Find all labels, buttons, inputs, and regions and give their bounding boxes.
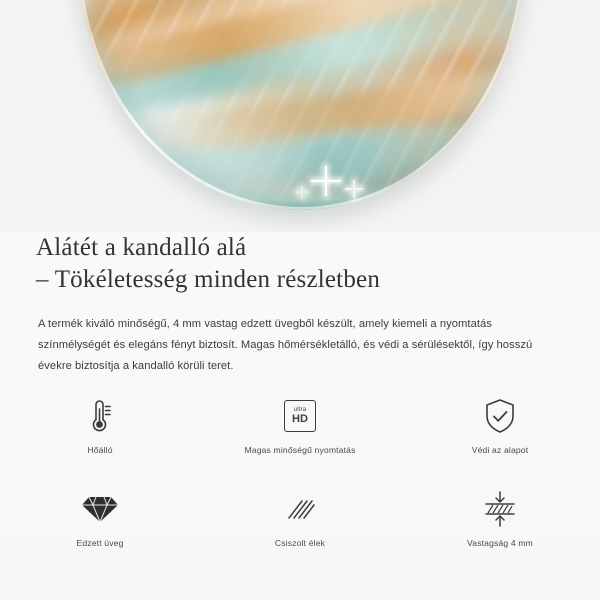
thermometer-icon [83, 395, 117, 437]
text-content [0, 232, 600, 377]
glass-plate-image [78, 0, 524, 210]
polished-edges-icon [283, 488, 317, 530]
headline-line-2: – Tökéletesség minden részletben [36, 266, 381, 293]
description-paragraph: A termék kiváló minőségű, 4 mm vastag edzett üvegből készült, amely kiemeli a nyomtatás színmélységét és elegáns fényt biztosít. Magas hőmérsékletálló, és védi a sérülésektől, így hosszú évekre biztosítja a kandalló körüli teret. [38, 318, 533, 372]
thickness-icon [482, 488, 518, 530]
headline-line-1: Alátét a kandalló alá [36, 234, 247, 261]
feature-label: Vastagság 4 mm [467, 538, 533, 548]
page-title [0, 232, 600, 296]
feature-item [0, 395, 200, 470]
feature-label: Hőálló [87, 445, 113, 455]
feature-label: Edzett üveg [76, 538, 124, 548]
feature-item [400, 395, 600, 470]
shield-check-icon [483, 395, 517, 437]
feature-item [200, 488, 400, 563]
feature-item [0, 488, 200, 563]
feature-label: Védi az alapot [471, 445, 529, 455]
diamond-icon [81, 488, 119, 530]
hero-image [0, 0, 600, 232]
feature-label: Magas minőségű nyomtatás [244, 445, 356, 455]
ultra-hd-icon: ultra HD [284, 395, 316, 437]
feature-grid [0, 395, 600, 563]
feature-item [400, 488, 600, 563]
feature-label: Csiszolt élek [274, 538, 326, 548]
feature-item [200, 395, 400, 470]
